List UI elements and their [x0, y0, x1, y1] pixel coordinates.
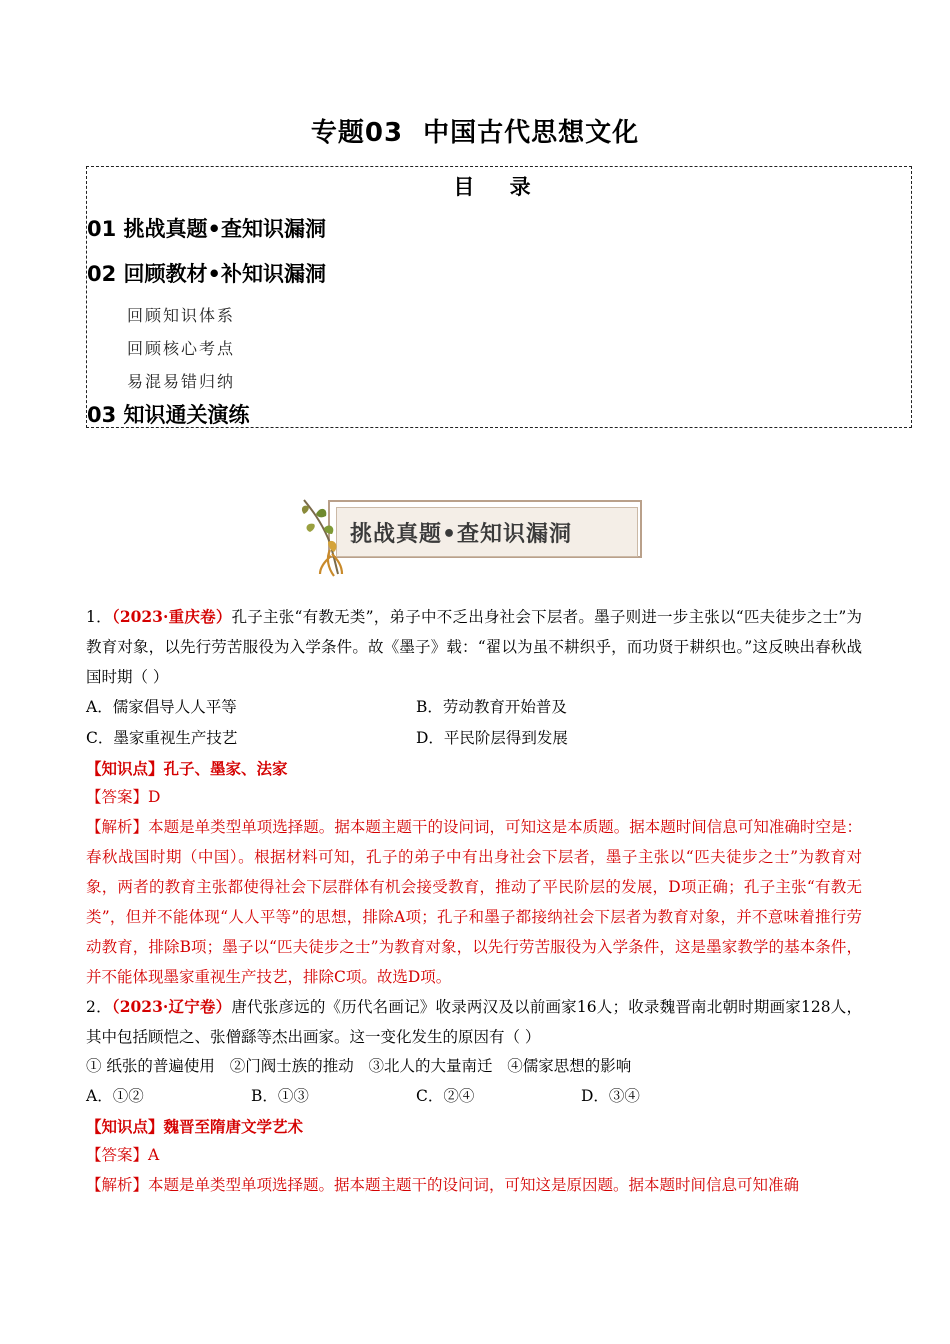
- question-1-analysis-text: 本题是单类型单项选择题。据本题主题干的设问词，可知这是本质题。据本题时间信息可知准确时空是：春秋战国时期（中国）。根据材料可知，孔子的弟子中有出身社会下层者，墨子主张以“匹夫徒步之士”为教育对象，两者的教育主张都使得社会下层群体有机会接受教育，推动了平民阶层的发展，D项正确；孔子主张“有教无类”，但并不能体现“人人平等”的思想，排除A项；孔子和墨子都接纳社会下层者为教育对象，并不意味着推行劳动教育，排除B项；墨子以“匹夫徒步之士”为教育对象，以先行劳苦服役为入学条件，这是墨家教学的基本条件，并不能体现墨家重视生产技艺，排除C项。故选D项。: [86, 818, 862, 986]
- question-area: [86, 602, 862, 1200]
- toc-heading: 目 录: [453, 175, 545, 199]
- question-2-text: 唐代张彦远的《历代名画记》收录两汉及以前画家16人；收录魏晋南北朝时期画家128人，其中包括顾恺之、张僧繇等杰出画家。这一变化发生的原因有（ ）: [86, 998, 862, 1046]
- table-of-contents: [86, 166, 912, 428]
- question-1-analysis: [86, 812, 862, 992]
- question-2-options: [86, 1081, 862, 1112]
- question-2-answer-value: A: [148, 1146, 160, 1164]
- question-1-source: （2023·重庆卷）: [111, 607, 232, 626]
- question-2-analysis-text: 本题是单类型单项选择题。据本题主题干的设问词，可知这是原因题。据本题时间信息可知准确: [148, 1176, 800, 1194]
- toc-subitem-2: 回顾核心考点: [127, 339, 236, 358]
- question-2-kp-label: 【知识点】: [86, 1117, 164, 1136]
- question-1-text: 孔子主张“有教无类”，弟子中不乏出身社会下层者。墨子则进一步主张以“匹夫徒步之士”为教育对象，以先行劳苦服役为入学条件。故《墨子》载：“翟以为虽不耕织乎，而功贤于耕织也。”这反映出春秋战国时期（ ）: [86, 608, 862, 686]
- herb-sprig-icon: [298, 498, 356, 578]
- title-topic-number: 专题03: [310, 118, 404, 148]
- question-1-option-c: C．墨家重视生产技艺: [86, 729, 238, 747]
- question-2-answer-label: 【答案】: [86, 1146, 149, 1164]
- section-banner: [298, 498, 642, 576]
- question-1-kp-label: 【知识点】: [86, 759, 164, 778]
- question-2-knowledge-point: [86, 1112, 862, 1141]
- toc-section-1: 01 挑战真题•查知识漏洞: [87, 217, 326, 241]
- title-topic-name: 中国古代思想文化: [423, 118, 640, 148]
- question-2-number: 2．: [86, 998, 112, 1016]
- toc-subitem-1: 回顾知识体系: [127, 306, 236, 325]
- question-1-knowledge-point: [86, 754, 862, 783]
- question-1-options-row-2: [86, 723, 862, 754]
- banner-label: 挑战真题•查知识漏洞: [350, 522, 573, 547]
- question-1-stem: [86, 602, 862, 692]
- question-1-analysis-label: 【解析】: [86, 818, 149, 836]
- question-1-options-row-1: [86, 692, 862, 723]
- question-2-items: ① 纸张的普遍使用 ②门阀士族的推动 ③北人的大量南迁 ④儒家思想的影响: [86, 1057, 632, 1075]
- page-title: [0, 112, 950, 149]
- toc-subitem-3: 易混易错归纳: [127, 372, 236, 391]
- question-2-option-d: D．③④: [581, 1087, 640, 1105]
- question-1-answer-label: 【答案】: [86, 788, 149, 806]
- question-1-kp-value: 孔子、墨家、法家: [163, 759, 288, 778]
- question-1-option-a: A．儒家倡导人人平等: [86, 698, 237, 716]
- question-1-answer: [86, 783, 862, 812]
- question-2-source: （2023·辽宁卷）: [111, 997, 232, 1016]
- question-2-option-b: B．①③: [251, 1087, 309, 1105]
- question-2-kp-value: 魏晋至隋唐文学艺术: [163, 1117, 304, 1136]
- question-2-analysis: [86, 1170, 862, 1200]
- question-2-option-a: A．①②: [86, 1087, 144, 1105]
- question-2-answer: [86, 1141, 862, 1170]
- question-1-option-d: D．平民阶层得到发展: [416, 729, 568, 747]
- toc-section-2: 02 回顾教材•补知识漏洞: [87, 262, 326, 286]
- question-1-number: 1．: [86, 608, 112, 626]
- question-1-answer-value: D: [148, 788, 161, 806]
- question-2-stem: [86, 992, 862, 1052]
- question-2-option-c: C．②④: [416, 1087, 475, 1105]
- toc-section-3: 03 知识通关演练: [87, 403, 250, 427]
- question-1-option-b: B．劳动教育开始普及: [416, 698, 567, 716]
- question-2-analysis-label: 【解析】: [86, 1176, 149, 1194]
